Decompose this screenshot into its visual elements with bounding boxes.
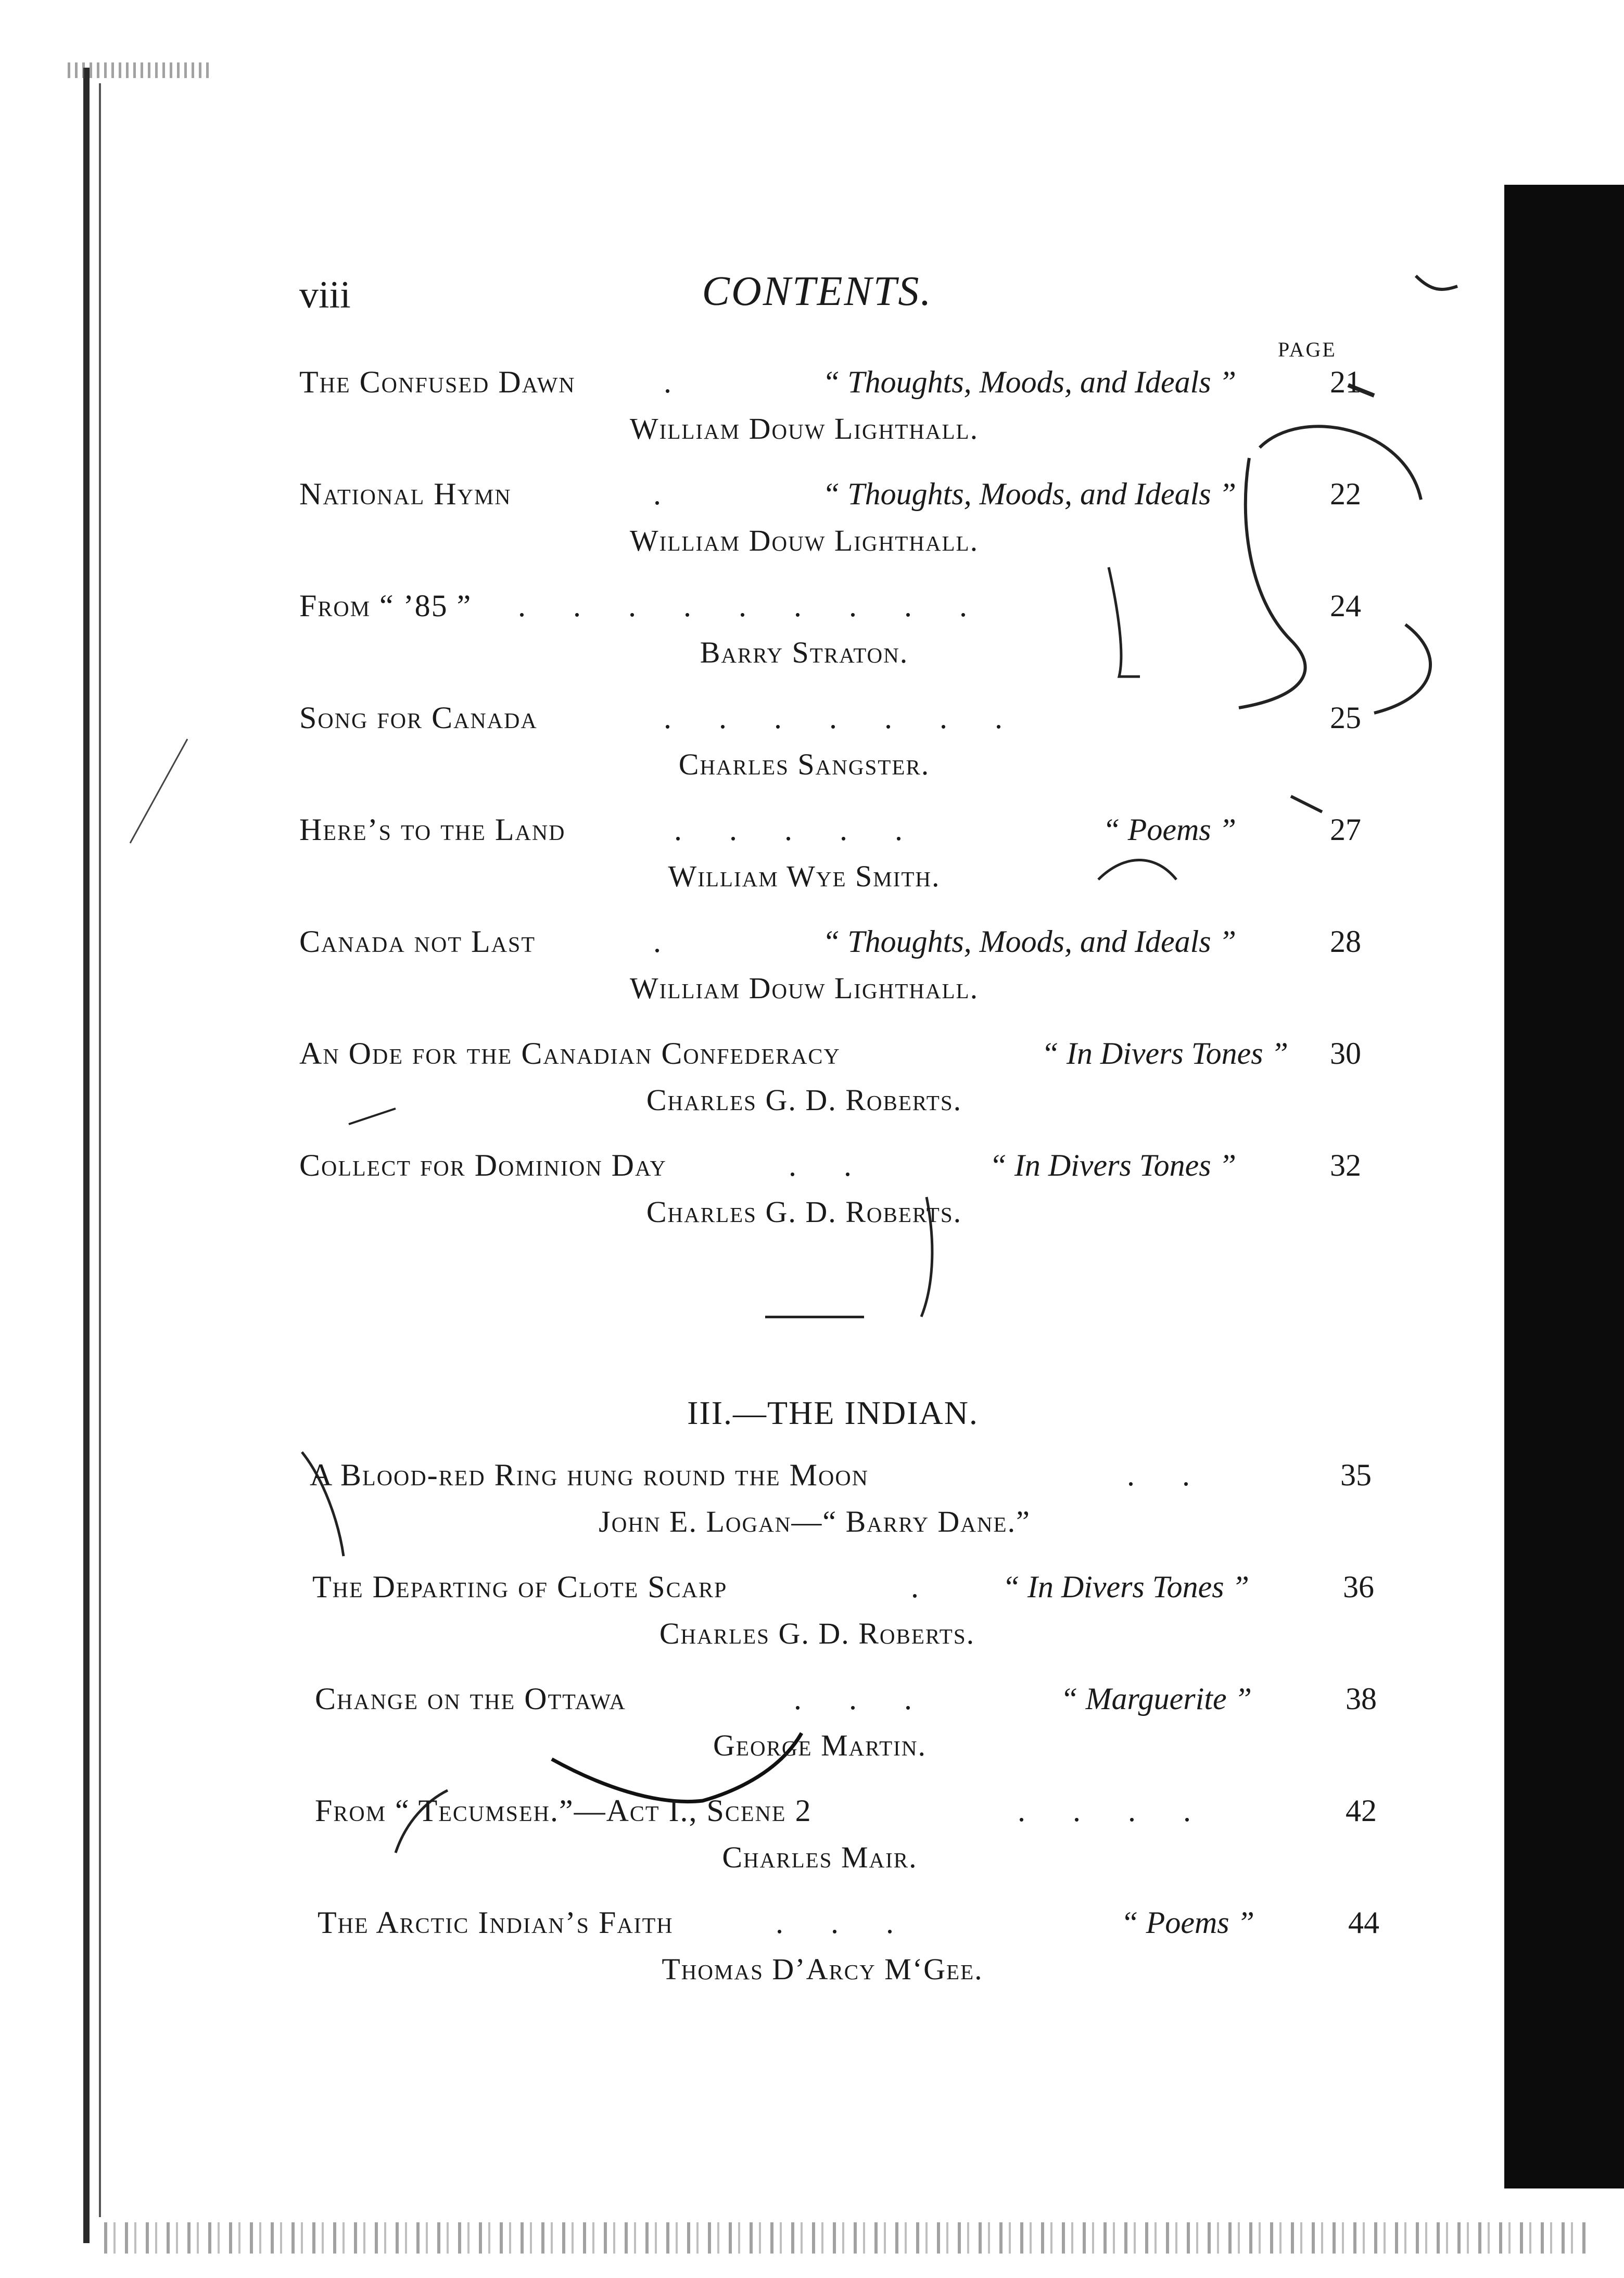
dot-leaders: . . . — [794, 1682, 932, 1716]
entry-page-number: 38 — [1346, 1682, 1377, 1716]
toc-entry — [299, 700, 1372, 804]
toc-entry — [299, 364, 1372, 468]
entry-page-number: 24 — [1330, 589, 1361, 623]
dot-leaders: . — [653, 477, 681, 511]
entry-author: Thomas D’Arcy M‘Gee. — [662, 1952, 983, 1986]
entry-author: Charles G. D. Roberts. — [646, 1195, 962, 1229]
binding-shadow — [83, 68, 90, 2243]
entry-source: “ Poems ” — [1121, 1905, 1254, 1940]
entry-page-number: 25 — [1330, 701, 1361, 735]
section-divider-rule — [765, 1316, 864, 1318]
entry-page-number: 36 — [1343, 1570, 1374, 1604]
entry-title: Change on the Ottawa — [315, 1682, 626, 1716]
entry-source: “ In Divers Tones ” — [1002, 1570, 1249, 1604]
entry-title: The Confused Dawn — [299, 365, 576, 399]
entry-page-number: 30 — [1330, 1036, 1361, 1071]
entry-title: Canada not Last — [299, 924, 536, 959]
toc-entry — [310, 1457, 1382, 1561]
toc-entry — [299, 812, 1372, 916]
entry-source: “ Thoughts, Moods, and Ideals ” — [822, 477, 1236, 511]
toc-entry — [299, 1148, 1372, 1252]
entry-page-number: 32 — [1330, 1148, 1361, 1182]
entry-title: Here’s to the Land — [299, 812, 566, 847]
dot-leaders: . . — [1127, 1458, 1210, 1492]
entry-title: From “ Tecumseh.”—Act I., Scene 2 — [315, 1793, 812, 1828]
entry-author: William Douw Lighthall. — [629, 971, 979, 1005]
dot-leaders: . . . . — [1018, 1793, 1211, 1828]
entry-page-number: 44 — [1348, 1905, 1379, 1940]
entry-author: Charles Mair. — [722, 1840, 918, 1874]
toc-entry — [312, 1569, 1385, 1673]
scan-noise-top — [68, 62, 213, 78]
dot-leaders: . . . . . . . . . — [518, 589, 987, 623]
entry-title: Collect for Dominion Day — [299, 1148, 667, 1182]
toc-entry — [315, 1793, 1387, 1897]
entry-source: “ Thoughts, Moods, and Ideals ” — [822, 365, 1236, 399]
dot-leaders: . . . — [776, 1905, 914, 1940]
dot-leaders: . — [653, 924, 681, 959]
scan-edge-bar — [1504, 185, 1624, 2188]
entry-title: A Blood-red Ring hung round the Moon — [310, 1458, 869, 1492]
entry-title: The Arctic Indian’s Faith — [318, 1905, 674, 1940]
toc-entry — [315, 1681, 1387, 1785]
toc-entry — [299, 1036, 1372, 1140]
entry-source: “ In Divers Tones ” — [989, 1148, 1236, 1182]
entry-page-number: 21 — [1330, 365, 1361, 399]
entry-author: Charles G. D. Roberts. — [659, 1617, 975, 1650]
entry-author: William Wye Smith. — [668, 859, 941, 893]
entry-source: “ Poems ” — [1102, 812, 1236, 847]
entry-author: George Martin. — [713, 1728, 927, 1762]
entry-page-number: 42 — [1346, 1793, 1377, 1828]
entry-author: William Douw Lighthall. — [629, 524, 979, 557]
section-heading: III.—THE INDIAN. — [687, 1394, 979, 1431]
entry-source: “ Thoughts, Moods, and Ideals ” — [822, 924, 1236, 959]
toc-entry — [299, 476, 1372, 580]
entry-title: An Ode for the Canadian Confederacy — [299, 1036, 841, 1071]
entry-page-number: 35 — [1340, 1458, 1372, 1492]
entry-page-number: 27 — [1330, 812, 1361, 847]
entry-author: Charles G. D. Roberts. — [646, 1083, 962, 1117]
entry-page-number: 22 — [1330, 477, 1361, 511]
entry-author: Barry Straton. — [700, 635, 909, 669]
toc-entry — [318, 1905, 1390, 2009]
dot-leaders: . — [664, 365, 691, 399]
page-folio: viii — [299, 274, 351, 316]
entry-title: National Hymn — [299, 477, 512, 511]
entry-title: The Departing of Clote Scarp — [312, 1570, 728, 1604]
binding-shadow-inner — [99, 83, 101, 2217]
entry-title: From “ ’85 ” — [299, 589, 472, 623]
toc-entry — [299, 924, 1372, 1028]
dot-leaders: . — [911, 1570, 938, 1604]
entry-author: John E. Logan—“ Barry Dane.” — [599, 1505, 1031, 1538]
toc-entry — [299, 588, 1372, 692]
scan-noise-bottom — [104, 2222, 1588, 2254]
running-head: CONTENTS. — [702, 269, 933, 314]
dot-leaders: . . — [789, 1148, 871, 1182]
entry-title: Song for Canada — [299, 701, 538, 735]
dot-leaders: . . . . . . . — [664, 701, 1022, 735]
entry-page-number: 28 — [1330, 924, 1361, 959]
entry-source: “ In Divers Tones ” — [1041, 1036, 1288, 1071]
page-column-label: PAGE — [1278, 338, 1337, 361]
dot-leaders: . . . . . — [674, 812, 922, 847]
entry-source: “ Marguerite ” — [1060, 1682, 1252, 1716]
entry-author: Charles Sangster. — [678, 747, 930, 781]
entry-author: William Douw Lighthall. — [629, 412, 979, 446]
